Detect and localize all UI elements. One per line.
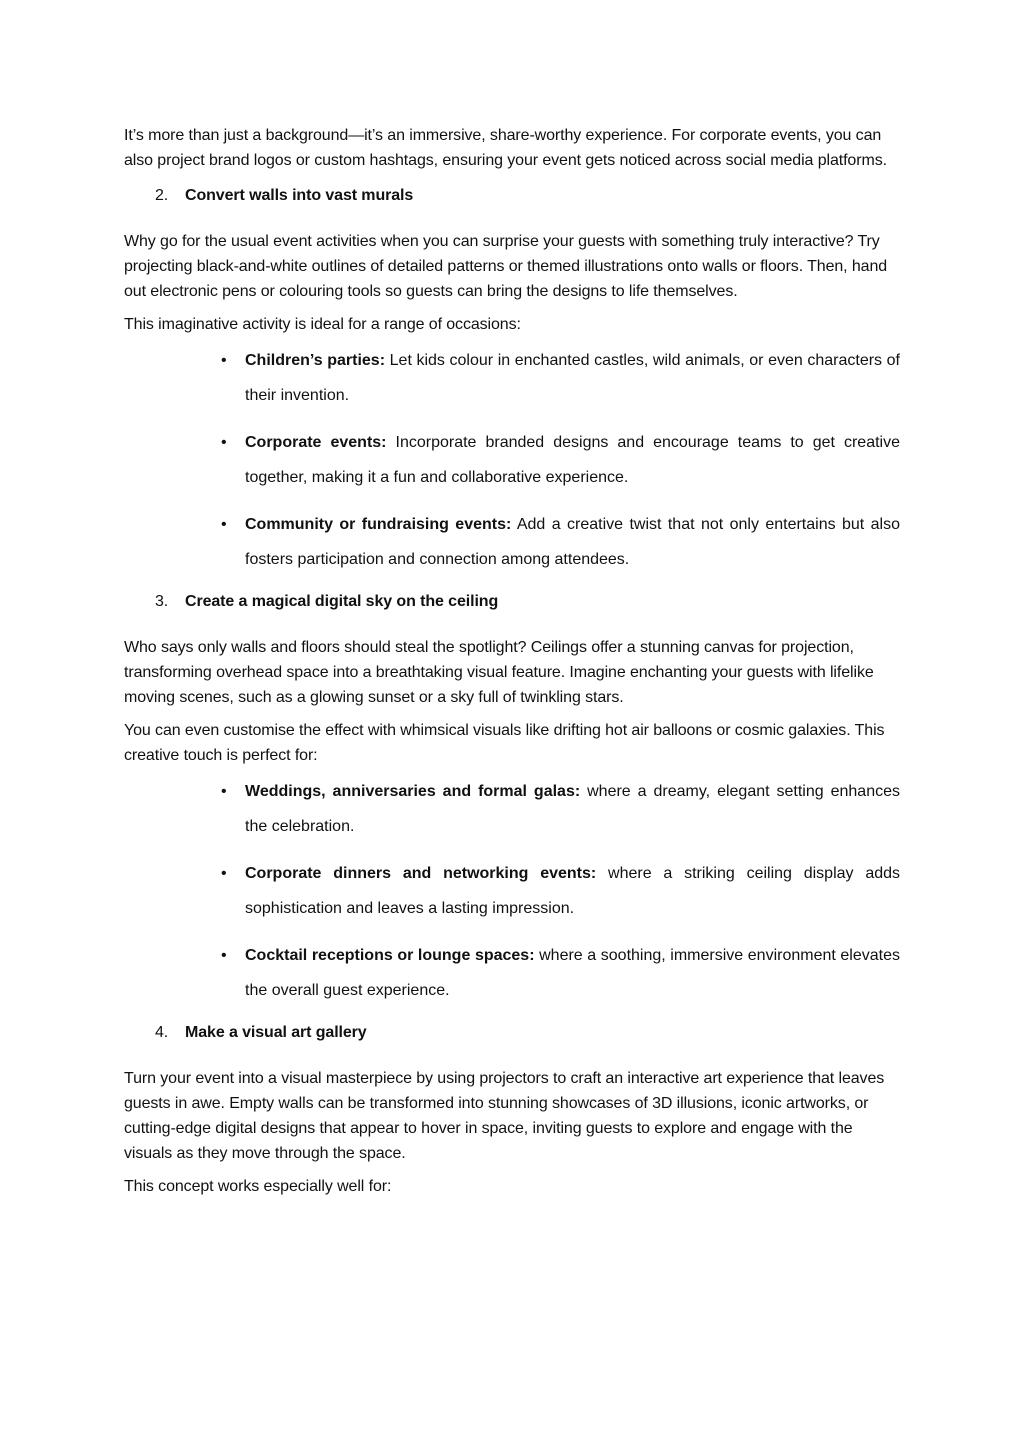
section-heading-2 — [124, 183, 900, 208]
bullet-label: Children’s parties: — [245, 352, 386, 369]
section-3-paragraph-2: You can even customise the effect with whimsical visuals like drifting hot air balloons or cosmic galaxies. This creative touch is perfect for: — [124, 722, 885, 764]
bullet-text: where a soothing, immersive environment elevates the overall guest experience. — [245, 947, 900, 999]
section-4-paragraph-1: Turn your event into a visual masterpiece by using projectors to craft an interactive art experience that leaves guests in awe. Empty walls can be transformed into stunning showcases of 3D illusions, iconic artworks, or cutting-edge digital designs that appear to hover in space, inviting guests to explore and engage with the visuals as they move through the space. — [124, 1070, 885, 1162]
section-2-paragraph-1: Why go for the usual event activities when you can surprise your guests with something truly interactive? Try projecting black-and-white outlines of detailed patterns or themed illustrations onto walls or floors. Then, hand out electronic pens or colouring tools so guests can bring the designs to life themselves. — [124, 233, 888, 300]
bullet-label: Corporate dinners and networking events: — [245, 865, 597, 882]
bullet-label: Weddings, anniversaries and formal galas: — [245, 783, 581, 800]
bullet-text: Incorporate branded designs and encourage teams to get creative together, making it a fun and collaborative experience. — [245, 434, 900, 486]
bullet-label: Community or fundraising events: — [245, 516, 512, 533]
list-item — [124, 343, 900, 413]
section-number: 3. — [155, 593, 169, 610]
section-heading-4 — [124, 1020, 900, 1045]
bullet-icon: • — [221, 434, 227, 451]
section-heading-3 — [124, 589, 900, 614]
list-item — [124, 938, 900, 1008]
bullet-label: Corporate events: — [245, 434, 387, 451]
section-title: Create a magical digital sky on the ceiling — [185, 593, 499, 610]
bullet-label: Cocktail receptions or lounge spaces: — [245, 947, 535, 964]
section-number: 2. — [155, 187, 169, 204]
list-item — [124, 425, 900, 495]
section-title: Convert walls into vast murals — [185, 187, 414, 204]
section-number: 4. — [155, 1024, 169, 1041]
section-2-bullet-list — [124, 343, 900, 577]
bullet-icon: • — [221, 865, 227, 882]
bullet-text: where a dreamy, elegant setting enhances the celebration. — [245, 783, 900, 835]
bullet-text: where a striking ceiling display adds sophistication and leaves a lasting impression. — [245, 865, 901, 917]
intro-paragraph: It’s more than just a background—it’s an immersive, share-worthy experience. For corporate events, you can also project brand logos or custom hashtags, ensuring your event gets noticed across social media platforms. — [124, 127, 887, 169]
section-4-paragraph-2: This concept works especially well for: — [124, 1178, 392, 1195]
bullet-icon: • — [221, 947, 227, 964]
list-item — [124, 507, 900, 577]
section-title: Make a visual art gallery — [185, 1024, 367, 1041]
bullet-icon: • — [221, 783, 227, 800]
list-item — [124, 774, 900, 844]
document-body — [124, 123, 900, 1207]
bullet-text: Add a creative twist that not only entertains but also fosters participation and connection among attendees. — [245, 516, 901, 568]
section-3-bullet-list — [124, 774, 900, 1008]
section-2-paragraph-2: This imaginative activity is ideal for a range of occasions: — [124, 316, 521, 333]
bullet-icon: • — [221, 352, 227, 369]
list-item — [124, 856, 900, 926]
section-3-paragraph-1: Who says only walls and floors should steal the spotlight? Ceilings offer a stunning canvas for projection, transforming overhead space into a breathtaking visual feature. Imagine enchanting your guests with lifelike moving scenes, such as a glowing sunset or a sky full of twinkling stars. — [124, 639, 874, 706]
bullet-icon: • — [221, 516, 227, 533]
bullet-text: Let kids colour in enchanted castles, wild animals, or even characters of their invention. — [245, 352, 900, 404]
